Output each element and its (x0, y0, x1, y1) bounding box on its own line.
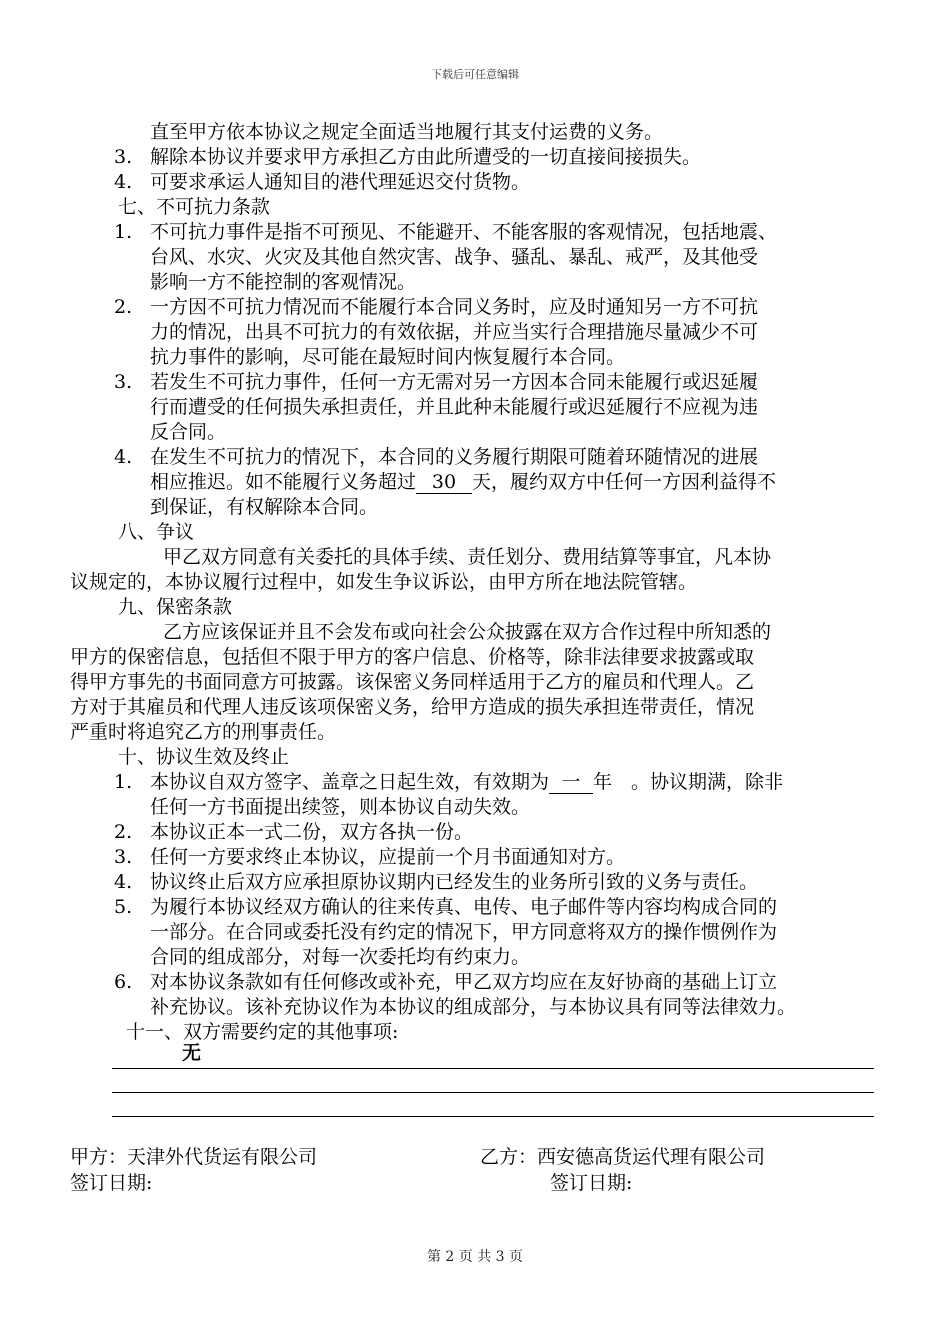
item-text: 本协议正本一式二份，双方各执一份。 (150, 821, 474, 843)
list-item (70, 295, 880, 320)
item-number: 4. (114, 871, 133, 893)
item-text: 对本协议条款如有任何修改或补充，甲乙双方均应在友好协商的基础上订立 (150, 971, 778, 993)
paragraph-line: 议规定的，本协议履行过程中，如发生争议诉讼，由甲方所在地法院管辖。 (70, 571, 698, 593)
blank-line (112, 1093, 874, 1117)
item-number: 5. (114, 896, 133, 918)
days-blank-field: 30 (416, 471, 472, 494)
item-number: 3. (114, 371, 133, 393)
text-line: 到保证，有权解除本合同。 (150, 496, 379, 518)
item-number: 6. (114, 971, 133, 993)
text-line: 直至甲方依本协议之规定全面适当地履行其支付运费的义务。 (150, 121, 664, 143)
item-text: 解除本协议并要求甲方承担乙方由此所遭受的一切直接间接损失。 (150, 146, 702, 168)
list-item (70, 895, 880, 920)
text-line: 影响一方不能控制的客观情况。 (150, 271, 417, 293)
paragraph-line: 严重时将追究乙方的刑事责任。 (70, 721, 337, 743)
page-header: 下载后可任意编辑 (431, 68, 519, 81)
other-matters-line (112, 1042, 874, 1069)
list-item (70, 220, 880, 245)
list-item (70, 970, 880, 995)
text-line (70, 470, 880, 495)
section-heading-11: 十一、双方需要约定的其他事项: (126, 1021, 399, 1043)
text-segment: 年 。协议期满，除非 (593, 771, 784, 793)
text-segment: 天，履约双方中任何一方因利益得不 (472, 471, 777, 493)
list-item (70, 170, 880, 195)
item-number: 3. (114, 146, 133, 168)
item-text: 在发生不可抗力的情况下，本合同的义务履行期限可随着环随情况的进展 (150, 446, 759, 468)
paragraph-line: 甲方的保密信息，包括但不限于甲方的客户信息、价格等，除非法律要求披露或取 (70, 646, 755, 668)
text-line: 补充协议。该补充协议作为本协议的组成部分，与本协议具有同等法律效力。 (150, 996, 797, 1018)
section-heading-8: 八、争议 (118, 521, 195, 543)
item-number: 1. (114, 771, 133, 793)
paragraph-line: 得甲方事先的书面同意方可披露。该保密义务同样适用于乙方的雇员和代理人。乙 (70, 671, 755, 693)
item-text: 一方因不可抗力情况而不能履行本合同义务时，应及时通知另一方不可抗 (150, 296, 759, 318)
blank-line (112, 1069, 874, 1093)
list-item (70, 145, 880, 170)
item-text: 不可抗力事件是指不可预见、不能避开、不能客服的客观情况，包括地震、 (150, 221, 778, 243)
paragraph-line: 方对于其雇员和代理人违反该项保密义务，给甲方造成的损失承担连带责任，情况 (70, 696, 755, 718)
text-line: 抗力事件的影响，尽可能在最短时间内恢复履行本合同。 (150, 346, 626, 368)
list-item (70, 370, 880, 395)
other-matters-value: 无 (182, 1042, 202, 1064)
section-heading-9: 九、保密条款 (118, 596, 233, 618)
list-item (70, 445, 880, 470)
list-item (70, 845, 880, 870)
page-footer: 第 2 页 共 3 页 (426, 1249, 524, 1265)
section-heading-7: 七、不可抗力条款 (118, 196, 271, 218)
list-item (70, 770, 880, 795)
text-segment: 相应推迟。如不能履行义务超过 (150, 471, 417, 493)
term-blank-field: 一 (549, 771, 593, 794)
item-text: 为履行本协议经双方确认的往来传真、电传、电子邮件等内容均构成合同的 (150, 896, 778, 918)
section-heading-10: 十、协议生效及终止 (118, 746, 290, 768)
text-segment: 本协议自双方签字、盖章之日起生效，有效期为 (150, 771, 550, 793)
party-a-date: 签订日期: (70, 1172, 153, 1194)
contract-body (70, 120, 880, 1117)
list-item (70, 870, 880, 895)
party-b-date: 签订日期: (550, 1172, 633, 1194)
item-number: 1. (114, 221, 133, 243)
item-number: 4. (114, 171, 133, 193)
party-b: 乙方：西安德高货运代理有限公司 (480, 1146, 766, 1168)
paragraph-line: 乙方应该保证并且不会发布或向社会公众披露在双方合作过程中所知悉的 (163, 621, 772, 643)
item-number: 2. (114, 296, 133, 318)
item-text: 可要求承运人通知目的港代理延迟交付货物。 (150, 171, 531, 193)
item-text: 协议终止后双方应承担原协议期内已经发生的业务所引致的义务与责任。 (150, 871, 759, 893)
item-text: 任何一方要求终止本协议，应提前一个月书面通知对方。 (150, 846, 626, 868)
text-line: 一部分。在合同或委托没有约定的情况下，甲方同意将双方的操作惯例作为 (150, 921, 778, 943)
paragraph-line: 甲乙双方同意有关委托的具体手续、责任划分、费用结算等事宜，凡本协 (163, 546, 772, 568)
item-text: 若发生不可抗力事件，任何一方无需对另一方因本合同未能履行或迟延履 (150, 371, 759, 393)
item-number: 4. (114, 446, 133, 468)
text-line: 行而遭受的任何损失承担责任，并且此种未能履行或迟延履行不应视为违 (150, 396, 759, 418)
text-line: 力的情况，出具不可抗力的有效依据，并应当实行合理措施尽量减少不可 (150, 321, 759, 343)
party-a: 甲方：天津外代货运有限公司 (70, 1146, 318, 1168)
item-number: 3. (114, 846, 133, 868)
text-line: 任何一方书面提出续签，则本协议自动失效。 (150, 796, 531, 818)
text-line: 反合同。 (150, 421, 227, 443)
item-number: 2. (114, 821, 133, 843)
list-item (70, 820, 880, 845)
text-line: 台风、水灾、火灾及其他自然灾害、战争、骚乱、暴乱、戒严，及其他受 (150, 246, 759, 268)
text-line: 合同的组成部分，对每一次委托均有约束力。 (150, 946, 531, 968)
